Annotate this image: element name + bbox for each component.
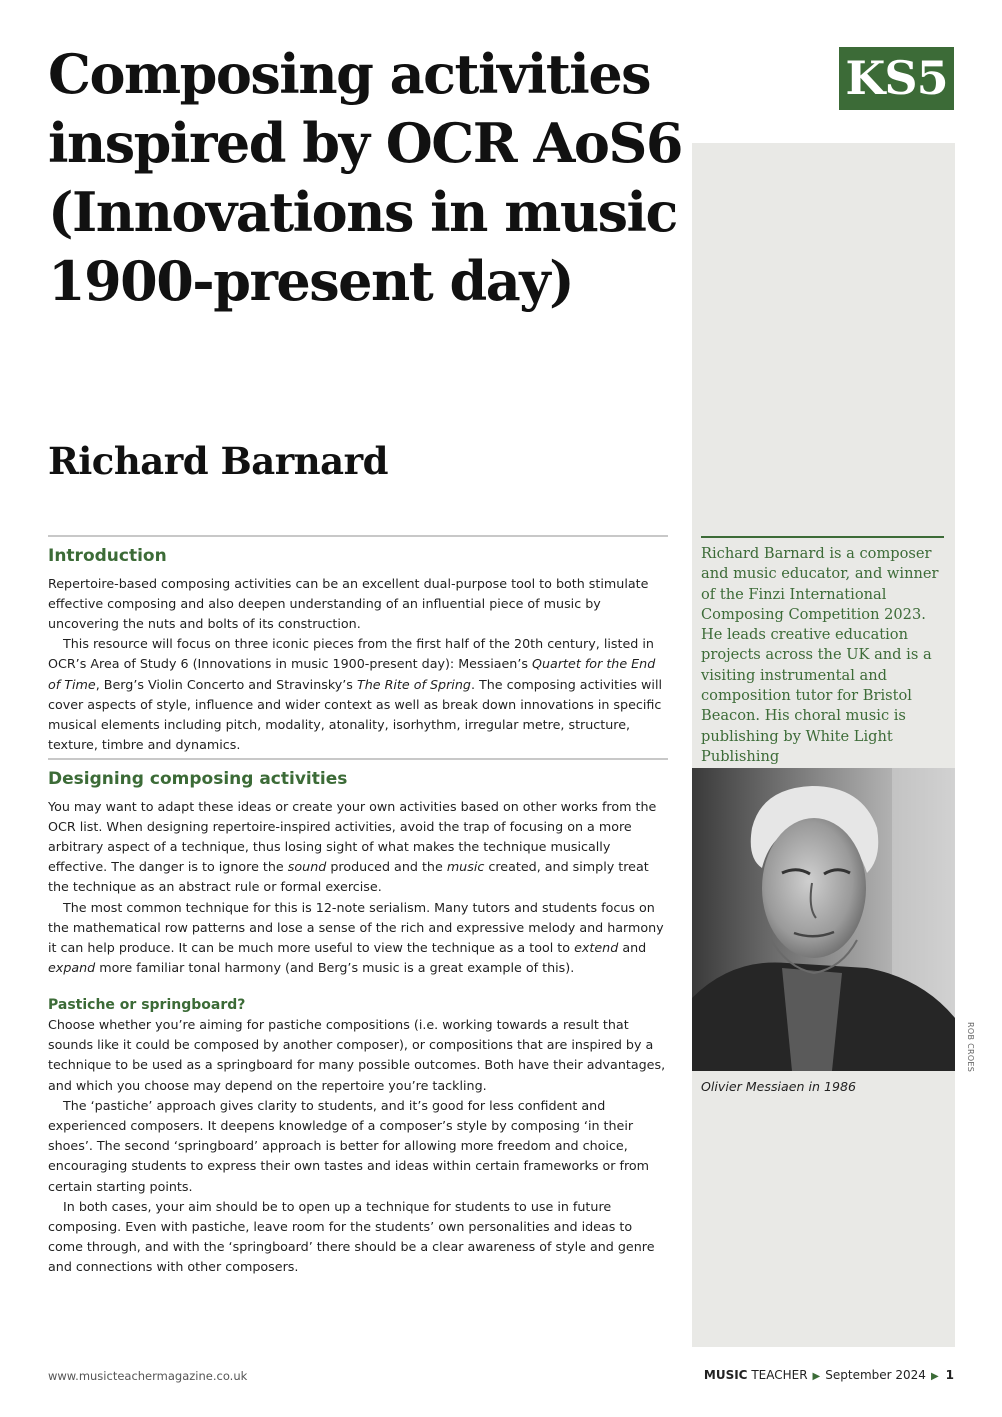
text-run: created, and simply treat the technique as an abstract rule or formal exercise. [48,859,649,895]
emphasis: expand [48,960,96,976]
text-run: more familiar tonal harmony (and Berg’s music is a great example of this). [95,960,575,976]
subsection-heading: Pastiche or springboard? [48,997,246,1013]
work-title: The Rite of Spring [356,676,471,692]
article-author: Richard Barnard [48,439,388,483]
text-run: produced and the [326,859,447,875]
section-divider [48,758,668,760]
author-bio [701,544,947,767]
text-run: and [618,939,647,955]
page-number: 1 [945,1368,954,1382]
paragraph [48,898,668,979]
article-title: Composing activities inspired by OCR AoS6 (Innovations in music 1900-present day) [48,42,682,313]
section-divider [48,535,668,537]
footer-url: www.musicteachermagazine.co.uk [48,1369,248,1383]
section-heading: Designing composing activities [48,768,348,789]
paragraph: Repertoire-based composing activities can be an excellent dual-purpose tool to both stimulate effective composing and also deepen understanding of an influential piece of music by uncovering the nuts and bolts of its construction. [48,575,649,631]
section-heading: Introduction [48,545,167,566]
emphasis: music [446,859,485,875]
magazine-name-rest: TEACHER [747,1368,808,1382]
magazine-name-bold: MUSIC [703,1368,748,1382]
footer-masthead [704,1368,954,1382]
portrait-photo [692,768,955,1071]
bio-divider [701,536,944,538]
issue-date: September 2024 [825,1368,926,1382]
pastiche-section [48,995,668,1278]
key-stage-badge: KS5 [839,47,954,110]
triangle-right-icon: ▶ [930,1371,939,1382]
emphasis: extend [574,939,619,955]
paragraph [48,634,668,755]
paragraph: The ‘pastiche’ approach gives clarity to students, and it’s good for less confident and experienced composers. It deepens knowledge of a composer’s style by composing ‘in their shoes’. The second ‘springboard’ approach is better for allowing more freedom and choice, encouraging students to express their own tastes and ideas within certain frameworks or from certain starting points. [48,1097,650,1194]
paragraph [48,797,668,898]
bio-name: Richard Barnard [701,545,825,562]
designing-section [48,758,668,978]
work-title: Quartet for the End of Time [48,656,656,692]
introduction-section [48,535,668,755]
paragraph: Choose whether you’re aiming for pastiche compositions (i.e. working towards a result that sounds like it could be composed by another composer), or compositions that are inspired by a technique to be used as a springboard for many possible outcomes. Both have their advantages, and which you choose may depend on the repertoire you’re tackling. [48,1017,666,1093]
emphasis: sound [287,859,327,875]
text-run: You may want to adapt these ideas or create your own activities based on other works from the OCR list. When designing repertoire-inspired activities, avoid the trap of focusing on a more arbitrary aspect of a technique, thus losing sight of what makes the technique musically effective. The danger is to ignore the [48,798,657,875]
text-run: The most common technique for this is 12-note serialism. Many tutors and students focus on the mathematical row patterns and lose a sense of the rich and expressive melody and harmony it can help produce. It can be much more useful to view the technique as a tool to [48,899,664,955]
paragraph: In both cases, your aim should be to open up a technique for students to use in future composing. Even with pastiche, leave room for the students’ own personalities and ideas to come through, and with the ‘springboard’ there should be a clear awareness of style and genre and connections with other composers. [48,1198,655,1275]
bio-text: is a composer and music educator, and winner of the Finzi International Composing Competition 2023. He leads creative education projects across the UK and is a visiting instrumental and composition tutor for Bristol Beacon. His choral music is publishing by White Light Publishing [701,545,939,765]
text-run: This resource will focus on three iconic pieces from the first half of the 20th century, listed in OCR’s Area of Study 6 (Innovations in music 1900-present day): Messiaen’s [48,636,654,672]
triangle-right-icon: ▶ [812,1371,821,1382]
text-run: , Berg’s Violin Concerto and Stravinsky’s [95,676,357,692]
photo-caption: Olivier Messiaen in 1986 [701,1079,857,1094]
photo-credit: ROB CROES [966,1022,975,1073]
text-run: . The composing activities will cover aspects of style, influence and wider context as well as break down innovations in specific musical elements including pitch, modality, atonality, isorhythm, irregular metre, structure, texture, timbre and dynamics. [48,676,662,753]
